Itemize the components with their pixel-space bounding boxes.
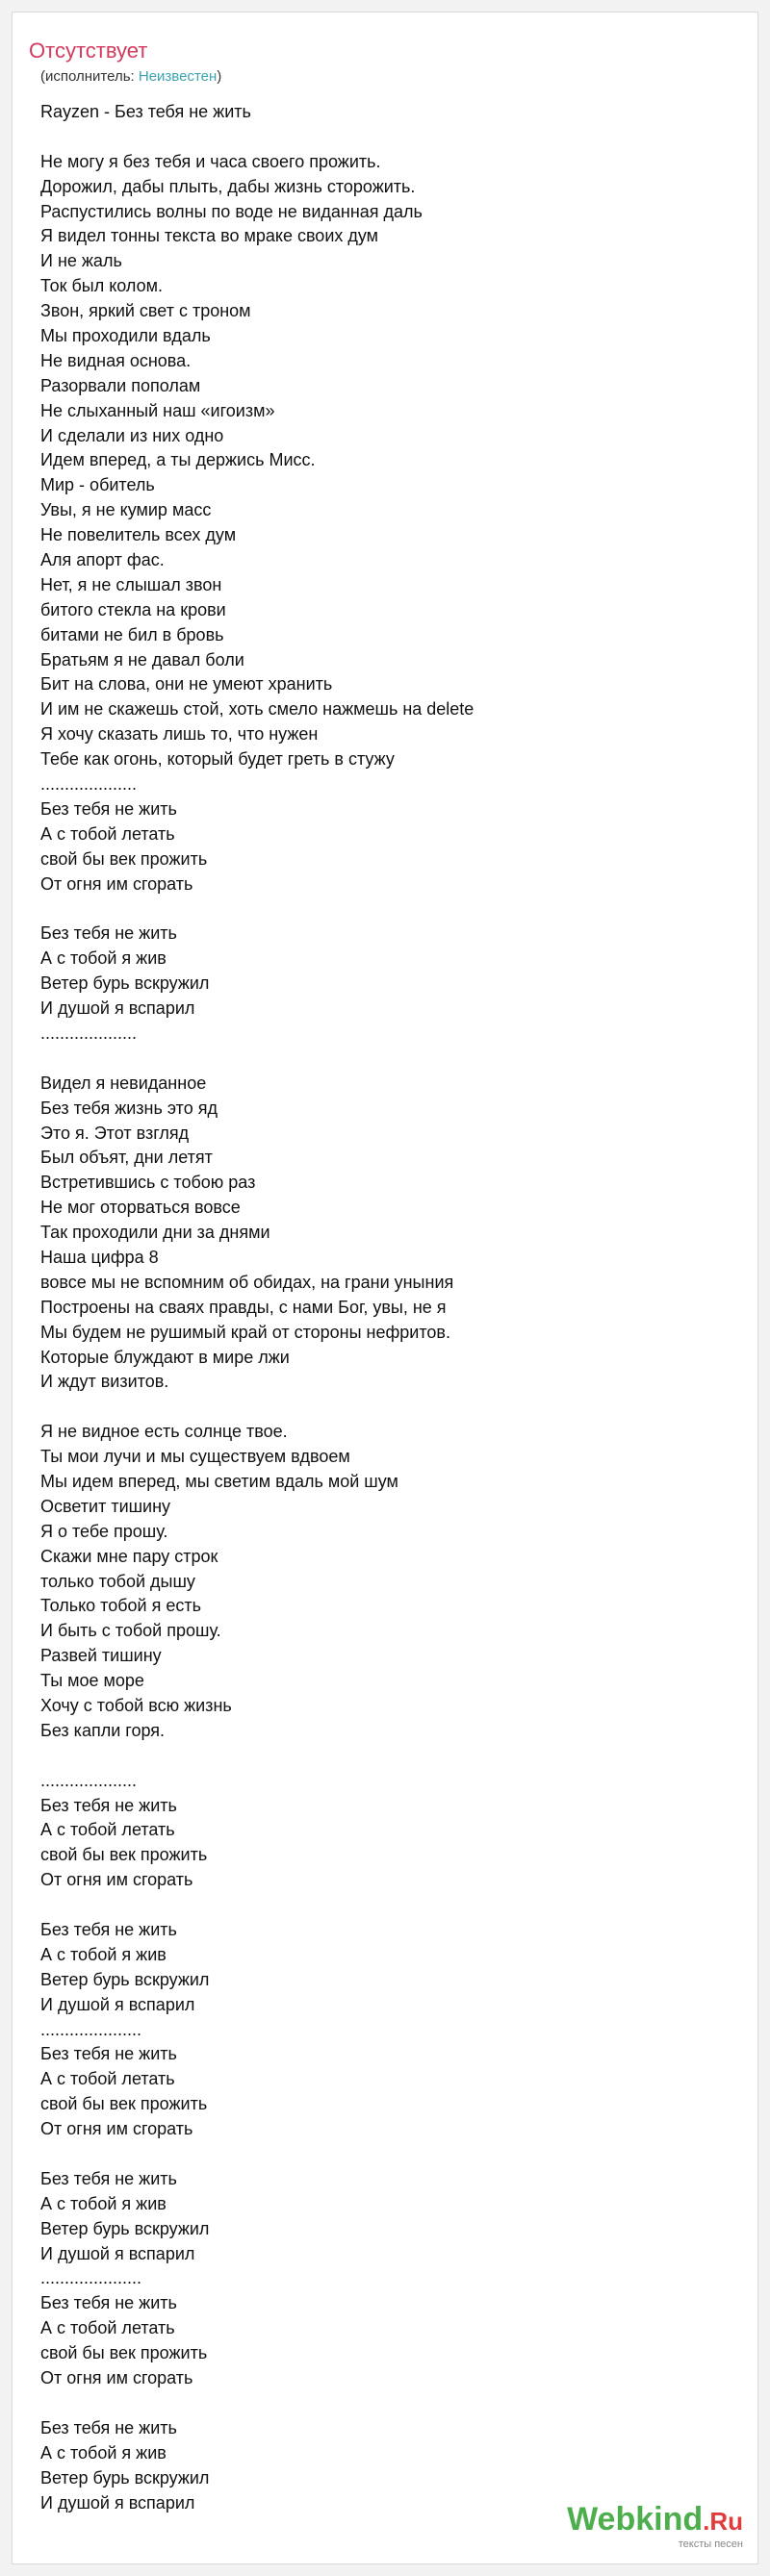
lyric-line: ..................... bbox=[40, 2268, 142, 2288]
lyric-line: От огня им сгорать bbox=[40, 1870, 193, 1890]
lyric-line: Ты мои лучи и мы существуем вдвоем bbox=[40, 1447, 350, 1467]
logo-main-text: Webkind bbox=[567, 2501, 704, 2538]
subtitle-suffix: ) bbox=[217, 68, 222, 85]
lyric-line: Не видная основа. bbox=[40, 350, 192, 370]
lyric-line: Не мог оторваться вовсе bbox=[40, 1198, 241, 1218]
lyric-line: Хочу с тобой всю жизнь bbox=[40, 1696, 232, 1715]
lyric-line: Без тебя не жить bbox=[40, 1920, 177, 1940]
lyric-line: Мы проходили вдаль bbox=[40, 326, 211, 346]
lyric-line: Идем вперед, а ты держись Мисс. bbox=[40, 450, 316, 470]
lyric-line: И душой я вспарил bbox=[40, 2492, 195, 2513]
lyric-line: Без тебя не жить bbox=[40, 2168, 177, 2188]
subtitle-prefix: (исполнитель: bbox=[40, 68, 139, 85]
lyric-line: И им не скажешь стой, хоть смело нажмешь на delete bbox=[40, 699, 475, 720]
lyric-line: А с тобой я жив bbox=[40, 2193, 167, 2213]
lyric-line: Без тебя не жить bbox=[40, 1795, 177, 1815]
lyric-line: А с тобой летать bbox=[40, 2318, 175, 2338]
lyric-line: Увы, я не кумир масс bbox=[40, 500, 212, 520]
lyric-line: Только тобой я есть bbox=[40, 1596, 201, 1616]
lyric-line bbox=[40, 125, 733, 150]
lyric-line: Я видел тонны текста во мраке своих дум bbox=[40, 226, 379, 246]
lyric-line: Наша цифра 8 bbox=[40, 1247, 159, 1267]
lyric-line: Скажи мне пару строк bbox=[40, 1546, 218, 1566]
lyric-line: Ветер бурь вскружил bbox=[40, 2218, 210, 2238]
logo-tld: .Ru bbox=[703, 2507, 743, 2536]
lyric-line bbox=[40, 1744, 733, 1769]
artist-link[interactable]: Неизвестен bbox=[138, 68, 218, 85]
lyric-line: только тобой дышу bbox=[40, 1571, 195, 1591]
lyric-line: Братьям я не давал боли bbox=[40, 649, 244, 669]
lyric-line: Распустились волны по воде не виданная даль bbox=[40, 201, 423, 221]
lyric-line: Нет, я не слышал звон bbox=[40, 574, 222, 594]
lyric-line: ..................... bbox=[40, 2019, 142, 2039]
lyric-line: Без тебя не жить bbox=[40, 923, 177, 944]
lyric-line: Без тебя не жить bbox=[40, 2417, 177, 2437]
lyrics-text bbox=[40, 100, 733, 2515]
lyric-line: Построены на сваях правды, с нами Бог, увы, не я bbox=[40, 1297, 447, 1317]
lyric-line: И не жаль bbox=[40, 251, 122, 271]
lyric-line: А с тобой я жив bbox=[40, 1944, 167, 1964]
lyric-line: Rayzen - Без тебя не жить bbox=[40, 102, 251, 121]
lyric-line: .................... bbox=[40, 774, 138, 795]
lyric-line: Бит на слова, они не умеют хранить bbox=[40, 674, 333, 695]
lyric-line: Я не видное есть солнце твое. bbox=[40, 1422, 288, 1442]
lyric-line: свой бы век прожить bbox=[40, 848, 208, 869]
lyric-line: И ждут визитов. bbox=[40, 1372, 169, 1392]
lyric-line: свой бы век прожить bbox=[40, 2094, 208, 2114]
lyric-line: А с тобой я жив bbox=[40, 948, 167, 969]
lyric-line: битого стекла на крови bbox=[40, 599, 226, 619]
lyric-line: свой бы век прожить bbox=[40, 2343, 208, 2363]
lyric-line: Без тебя не жить bbox=[40, 2293, 177, 2313]
lyric-line: Ты мое море bbox=[40, 1671, 144, 1691]
lyric-line bbox=[40, 2142, 733, 2167]
lyric-line: Осветит тишину bbox=[40, 1496, 171, 1516]
lyric-line: Без тебя жизнь это яд bbox=[40, 1098, 218, 1118]
lyric-line: Это я. Этот взгляд bbox=[40, 1123, 190, 1143]
lyric-line: Мы будем не рушимый край от стороны нефритов. bbox=[40, 1322, 450, 1342]
lyric-line: Без тебя не жить bbox=[40, 2044, 177, 2064]
lyric-line: И сделали из них одно bbox=[40, 425, 224, 445]
lyric-line bbox=[40, 1893, 733, 1918]
lyric-line: Я о тебе прошу. bbox=[40, 1521, 168, 1541]
lyric-line: А с тобой я жив bbox=[40, 2442, 167, 2462]
lyric-line: вовсе мы не вспомним об обидах, на грани уныния bbox=[40, 1272, 454, 1292]
lyric-line: От огня им сгорать bbox=[40, 873, 193, 894]
lyric-line: .................... bbox=[40, 1770, 138, 1790]
lyric-line: От огня им сгорать bbox=[40, 2368, 193, 2388]
lyric-line: Ток был колом. bbox=[40, 276, 164, 296]
lyric-line: Был объят, дни летят bbox=[40, 1148, 213, 1168]
lyric-line: И быть с тобой прошу. bbox=[40, 1621, 221, 1641]
lyric-line: От огня им сгорать bbox=[40, 2119, 193, 2139]
lyric-line: Без капли горя. bbox=[40, 1720, 166, 1740]
lyric-line: Которые блуждают в мире лжи bbox=[40, 1347, 290, 1367]
lyric-line: А с тобой летать bbox=[40, 2069, 175, 2089]
lyric-line: А с тобой летать bbox=[40, 823, 175, 844]
lyric-line: Не могу я без тебя и часа своего прожить. bbox=[40, 151, 381, 171]
lyric-line: Я хочу сказать лишь то, что нужен bbox=[40, 724, 319, 745]
song-title: Отсутствует bbox=[29, 38, 148, 63]
lyric-line: Так проходили дни за днями bbox=[40, 1223, 270, 1243]
song-subtitle bbox=[40, 67, 221, 87]
lyric-line: Ветер бурь вскружил bbox=[40, 2467, 210, 2488]
lyric-line: Разорвали пополам bbox=[40, 375, 201, 395]
lyric-line: Мы идем вперед, мы светим вдаль мой шум bbox=[40, 1471, 398, 1491]
lyric-line bbox=[40, 2391, 733, 2416]
lyric-line: Ветер бурь вскружил bbox=[40, 1969, 210, 1989]
lyric-line: Не слыханный наш «игоизм» bbox=[40, 400, 275, 420]
lyric-line: Аля апорт фас. bbox=[40, 550, 165, 570]
lyric-line: .................... bbox=[40, 1023, 138, 1043]
lyric-line: Видел я невиданное bbox=[40, 1073, 207, 1093]
lyric-line: Тебе как огонь, который будет греть в стужу bbox=[40, 749, 395, 770]
lyric-line: Ветер бурь вскружил bbox=[40, 973, 210, 994]
lyric-line: Звон, яркий свет с троном bbox=[40, 301, 251, 321]
lyric-line bbox=[40, 1395, 733, 1420]
site-logo[interactable] bbox=[567, 2502, 743, 2551]
lyric-line: И душой я вспарил bbox=[40, 998, 195, 1019]
lyric-line: И душой я вспарил bbox=[40, 2243, 195, 2263]
lyric-line bbox=[40, 897, 733, 922]
lyric-line: битами не бил в бровь bbox=[40, 624, 224, 644]
logo-tagline: тексты песен bbox=[678, 2538, 743, 2550]
lyric-line: свой бы век прожить bbox=[40, 1845, 208, 1865]
lyric-line: А с тобой летать bbox=[40, 1820, 175, 1840]
lyric-line: Дорожил, дабы плыть, дабы жизнь сторожить. bbox=[40, 176, 416, 196]
lyric-line: Мир - обитель bbox=[40, 475, 155, 495]
lyric-line: Без тебя не жить bbox=[40, 798, 177, 819]
lyric-line bbox=[40, 1047, 733, 1072]
lyric-line: И душой я вспарил bbox=[40, 1994, 195, 2014]
lyric-line: Развей тишину bbox=[40, 1646, 162, 1666]
logo-wordmark bbox=[567, 2502, 743, 2538]
lyric-line: Встретившись с тобою раз bbox=[40, 1173, 256, 1193]
lyric-line: Не повелитель всех дум bbox=[40, 525, 237, 545]
